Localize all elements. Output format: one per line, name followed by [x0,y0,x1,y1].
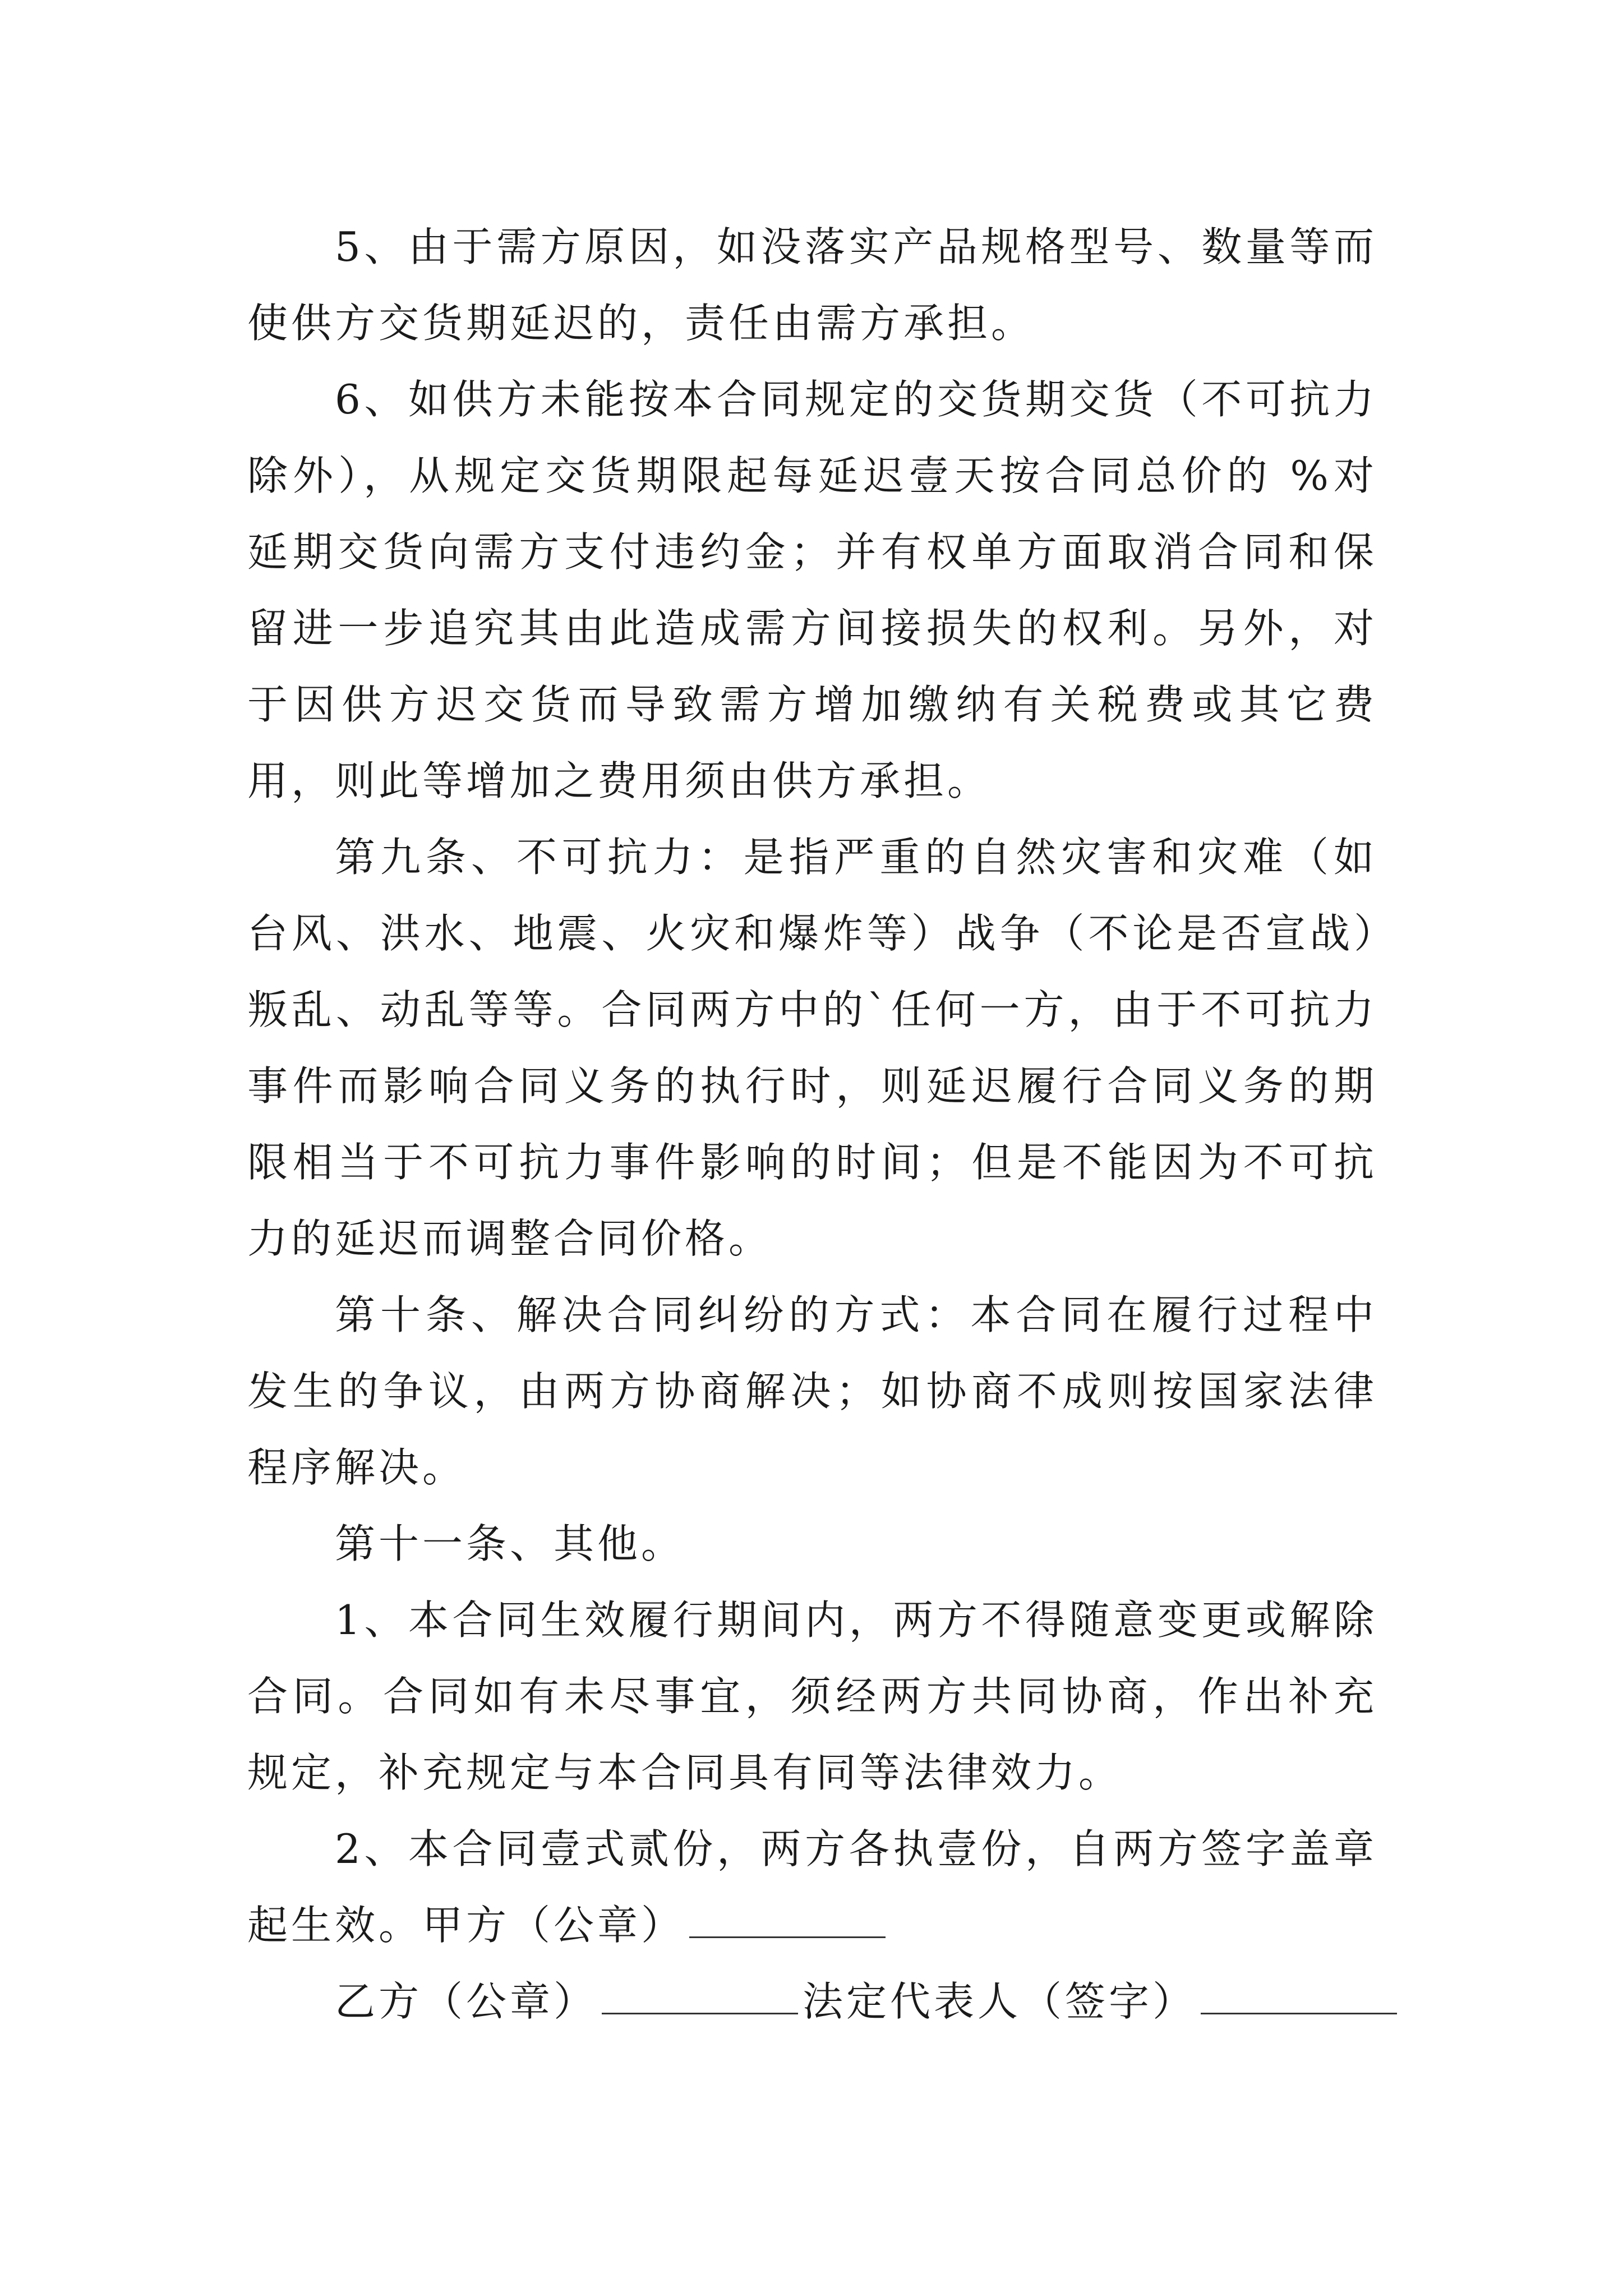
paragraph-other-clause-2 [247,1811,1377,1963]
signature-line [247,1963,1377,2040]
paragraph-clause-6: 6、如供方未能按本合同规定的交货期交货（不可抗力除外），从规定交货期限起每延迟壹天按合同总价的 %对延期交货向需方支付违约金；并有权单方面取消合同和保留进一步追究其由此造成需方间接损失的权利。另外，对于因供方迟交货而导致需方增加缴纳有关税费或其它费用，则此等增加之费用须由供方承担。 [247,376,1377,804]
legal-rep-signature-blank [1201,1979,1397,2014]
paragraph-other-clause-1: 1、本合同生效履行期间内，两方不得随意变更或解除合同。合同如有未尽事宜，须经两方共同协商，作出补充规定，补充规定与本合同具有同等法律效力。 [247,1596,1377,1796]
clause-2-text: 2、本合同壹式贰份，两方各执壹份，自两方签字盖章起生效。甲方（公章） [247,1825,1377,1949]
paragraph-article-10: 第十条、解决合同纠纷的方式：本合同在履行过程中发生的争议，由两方协商解决；如协商不成则按国家法律程序解决。 [247,1291,1377,1491]
paragraph-article-9: 第九条、不可抗力：是指严重的自然灾害和灾难（如台风、洪水、地震、火灾和爆炸等）战争（不论是否宣战）叛乱、动乱等等。合同两方中的`任何一方，由于不可抗力事件而影响合同义务的执行时，则延迟履行合同义务的期限相当于不可抗力事件影响的时间；但是不能因为不可抗力的延迟而调整合同价格。 [247,834,1377,1262]
paragraph-clause-5: 5、由于需方原因，如没落实产品规格型号、数量等而使供方交货期延迟的，责任由需方承担。 [247,223,1377,347]
party-b-label: 乙方（公章） [335,1978,598,2025]
legal-rep-label: 法定代表人（签字） [803,1978,1197,2025]
party-a-seal-blank [689,1903,886,1938]
contract-body [247,209,1377,2040]
party-b-seal-blank [602,1979,798,2014]
paragraph-article-11: 第十一条、其他。 [335,1520,685,1567]
